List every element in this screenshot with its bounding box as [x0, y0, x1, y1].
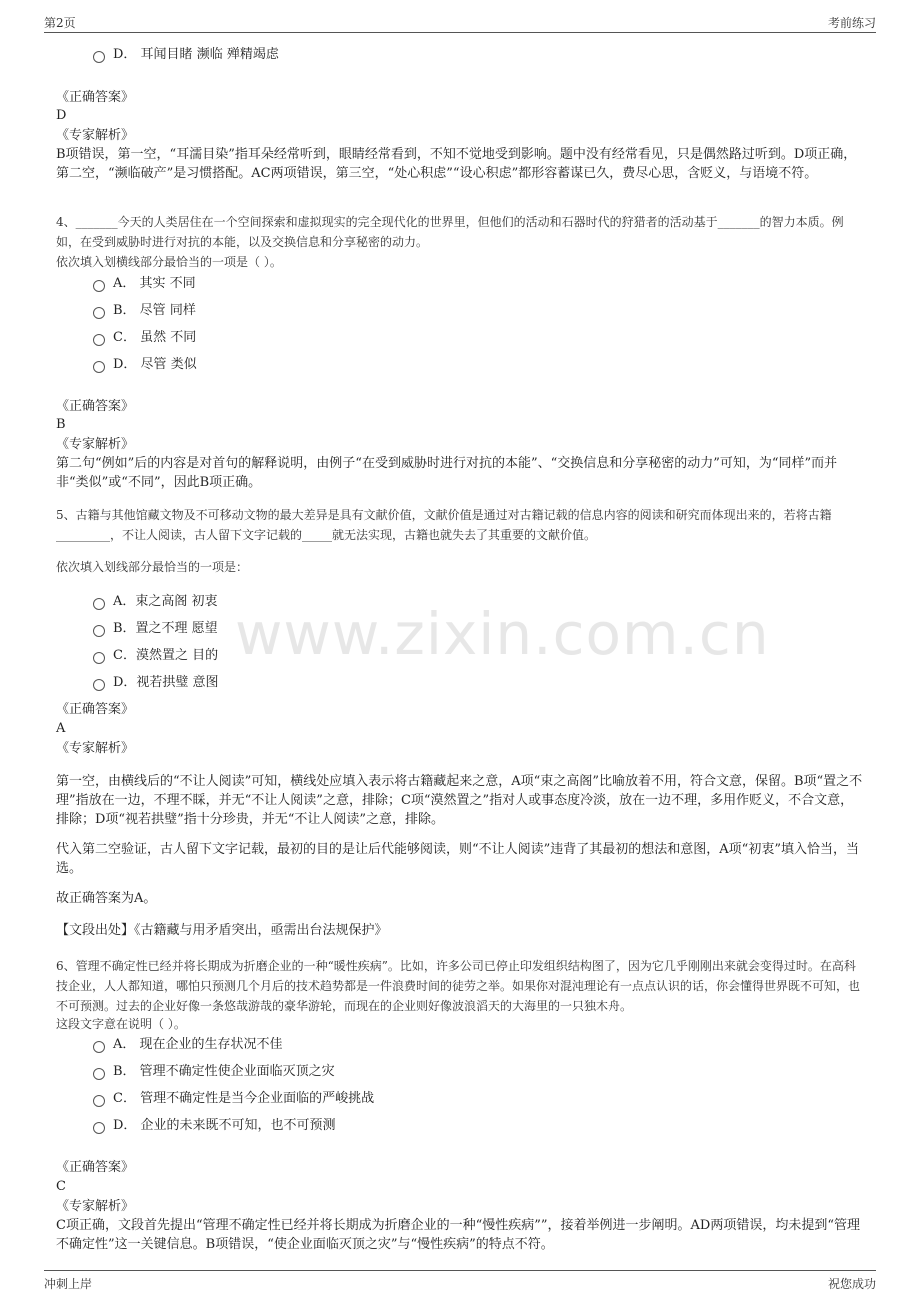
q6-instruction: 这段文字意在说明（ ）。 [56, 1017, 186, 1031]
q4-answer-label: 《正确答案》 [56, 399, 135, 414]
q6-answer: C [56, 1179, 66, 1194]
radio-icon[interactable] [93, 51, 105, 63]
radio-icon[interactable] [93, 1095, 105, 1107]
radio-icon[interactable] [93, 280, 105, 292]
q5-answer: A [56, 721, 66, 736]
footer-right: 祝您成功 [827, 1277, 876, 1291]
q6-analysis-label: 《专家解析》 [56, 1199, 135, 1214]
radio-icon[interactable] [93, 334, 105, 346]
q5-analysis-p1: 第一空，由横线后的“不让人阅读”可知，横线处应填入表示将古籍藏起来之意，A项“束之高阁”比喻放着不用，符合文意，保留。B项“置之不理”指放在一边，不理不睬，并无“不让人阅读”之意，排除；C项“漠然置之”指对人或事态度冷淡，放在一边不理，多用作贬义，不合文意，排除；D项“视若拱璧”指十分珍贵，并无“不让人阅读”之意，排除。 [56, 774, 863, 827]
q6-option-c[interactable]: C． 管理不确定性是当今企业面临的严峻挑战 [93, 1089, 374, 1109]
radio-icon[interactable] [93, 598, 105, 610]
q4-analysis: 第二句“例如”后的内容是对首句的解释说明，由例子“在受到威胁时进行对抗的本能”、“交换信息和分享秘密的动力”可知，为“同样”而并非“类似”或“不同”，因此B项正确。 [56, 456, 838, 490]
q6-option-d[interactable]: D． 企业的未来既不可知，也不可预测 [93, 1116, 336, 1136]
q4-answer: B [56, 417, 66, 432]
q3-option-d[interactable]: D． 耳闻目睹 濒临 殚精竭虑 [93, 45, 279, 65]
radio-icon[interactable] [93, 625, 105, 637]
q5-analysis-label: 《专家解析》 [56, 741, 135, 756]
q3-answer: D [56, 108, 67, 123]
radio-icon[interactable] [93, 361, 105, 373]
q5-source: 【文段出处】《古籍藏与用矛盾突出，亟需出台法规保护》 [56, 923, 388, 938]
q5-option-a[interactable]: A．束之高阁 初衷 [93, 592, 218, 612]
page-footer [44, 1270, 876, 1293]
q3-analysis-label: 《专家解析》 [56, 128, 135, 143]
q4-analysis-label: 《专家解析》 [56, 437, 135, 452]
radio-icon[interactable] [93, 652, 105, 664]
q6-option-b[interactable]: B． 管理不确定性使企业面临灭顶之灾 [93, 1062, 335, 1082]
radio-icon[interactable] [93, 679, 105, 691]
header-title: 考前练习 [827, 16, 876, 30]
q3-answer-label: 《正确答案》 [56, 90, 135, 105]
q5-analysis-p2: 代入第二空验证，古人留下文字记载，最初的目的是让后代能够阅读，则“不让人阅读”违背了其最初的想法和意图，A项“初衷”填入恰当，当选。 [56, 842, 859, 876]
watermark: www.zixin.com.cn [235, 600, 770, 668]
q5-analysis-p3: 故正确答案为A。 [56, 891, 157, 906]
radio-icon[interactable] [93, 1041, 105, 1053]
radio-icon[interactable] [93, 1068, 105, 1080]
page-header [44, 12, 876, 33]
q6-stem: 6、管理不确定性已经并将长期成为折磨企业的一种“暖性疾病”。比如，许多公司已停止印发组织结构图了，因为它几乎刚刚出来就会变得过时。在高科技企业，人人都知道，哪怕只预测几个月后的技术趋势都是一件浪费时间的徒劳之举。如果你对混沌理论有一点点认识的话，你会懂得世界既不可知，也不可预测。过去的企业好像一条悠哉游哉的豪华游轮，而现在的企业则好像波浪滔天的大海里的一只独木舟。 [56, 959, 861, 1013]
q6-analysis: C项正确，文段首先提出“管理不确定性已经并将长期成为折磨企业的一种“慢性疾病””，接着举例进一步阐明。AD两项错误，均未提到“管理不确定性”这一关键信息。B项错误，“使企业面临灭顶之灾”与“慢性疾病”的特点不符。 [56, 1218, 860, 1252]
q4-option-c[interactable]: C． 虽然 不同 [93, 328, 196, 348]
footer-left: 冲刺上岸 [44, 1277, 93, 1291]
radio-icon[interactable] [93, 1122, 105, 1134]
q4-option-d[interactable]: D． 尽管 类似 [93, 355, 197, 375]
q5-stem: 5、古籍与其他馆藏文物及不可移动文物的最大差异是具有文献价值，文献价值是通过对古籍记载的信息内容的阅读和研究而体现出来的，若将古籍_________，不让人阅读，古人留下文字记载的_____就无法实现，古籍也就失去了其重要的文献价值。 [56, 508, 832, 542]
page-number: 第2页 [44, 16, 76, 30]
q4-option-b[interactable]: B． 尽管 同样 [93, 301, 196, 321]
q5-option-c[interactable]: C．漠然置之 目的 [93, 646, 218, 666]
q4-instruction: 依次填入划横线部分最恰当的一项是（ ）。 [56, 255, 282, 269]
q6-option-a[interactable]: A． 现在企业的生存状况不佳 [93, 1035, 283, 1055]
q5-option-b[interactable]: B．置之不理 愿望 [93, 619, 218, 639]
q4-stem: 4、_______今天的人类居住在一个空间探索和虚拟现实的完全现代化的世界里，但他们的活动和石器时代的狩猎者的活动基于_______的智力本质。例如，在受到威胁时进行对抗的本能，以及交换信息和分享秘密的动力。 [56, 215, 844, 249]
q4-option-a[interactable]: A． 其实 不同 [93, 274, 196, 294]
q5-instruction: 依次填入划线部分最恰当的一项是： [56, 560, 249, 574]
q5-option-d[interactable]: D．视若拱璧 意图 [93, 673, 219, 693]
q5-answer-label: 《正确答案》 [56, 702, 135, 717]
q3-analysis: B项错误，第一空，“耳濡目染”指耳朵经常听到，眼睛经常看到，不知不觉地受到影响。题中没有经常看见，只是偶然路过听到。D项正确，第二空，“濒临破产”是习惯搭配。AC两项错误，第三空，“处心积虑”“设心积虑”都形容蓄谋已久，费尽心思，含贬义，与语境不符。 [56, 147, 857, 181]
q6-answer-label: 《正确答案》 [56, 1160, 135, 1175]
radio-icon[interactable] [93, 307, 105, 319]
